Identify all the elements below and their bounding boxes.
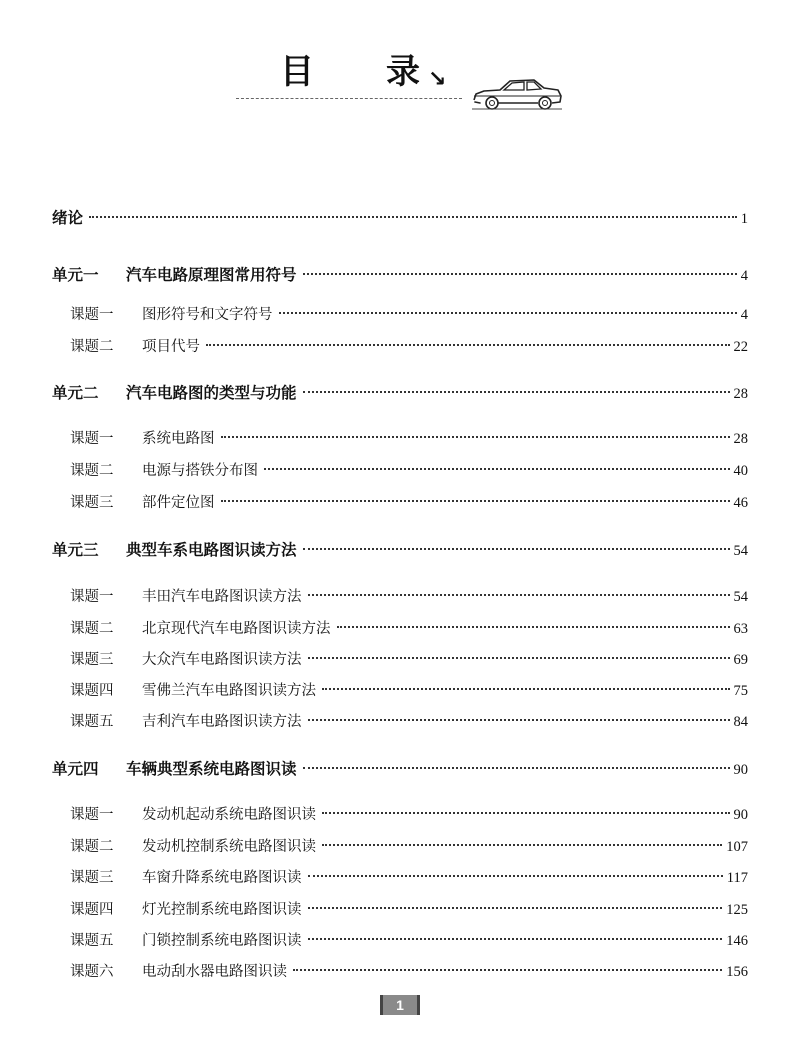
lesson-title: 图形符号和文字符号	[142, 307, 273, 323]
lesson-number: 课题三	[70, 652, 114, 668]
toc-page-number: 117	[726, 870, 748, 886]
toc-entry-lesson[interactable]	[70, 898, 748, 922]
lesson-number: 课题三	[70, 495, 114, 511]
unit-title: 汽车电路图的类型与功能	[126, 384, 297, 402]
unit-number: 单元一	[52, 266, 99, 284]
lesson-number: 课题四	[70, 683, 114, 699]
lesson-title: 吉利汽车电路图识读方法	[142, 714, 302, 730]
toc-entry-lesson[interactable]	[70, 803, 748, 827]
lesson-title: 大众汽车电路图识读方法	[142, 652, 302, 668]
lesson-title: 丰田汽车电路图识读方法	[142, 589, 302, 605]
dot-leader	[308, 657, 730, 659]
lesson-title: 雪佛兰汽车电路图识读方法	[142, 683, 316, 699]
lesson-title: 电源与搭铁分布图	[142, 463, 258, 479]
arrow-icon: ↘	[428, 67, 447, 92]
unit-number: 单元三	[52, 541, 99, 559]
toc-entry-lesson[interactable]	[70, 617, 748, 641]
toc-page-number: 90	[733, 762, 748, 778]
toc-page-number: 146	[726, 933, 748, 949]
lesson-title: 电动刮水器电路图识读	[142, 964, 287, 980]
toc-page-number: 156	[726, 964, 748, 980]
dot-leader	[308, 719, 730, 721]
dot-leader	[89, 216, 737, 218]
toc-entry-lesson[interactable]	[70, 960, 748, 984]
lesson-number: 课题三	[70, 870, 114, 886]
toc-entry-lesson[interactable]	[70, 427, 748, 451]
toc-entry-unit-2[interactable]	[52, 381, 748, 405]
toc-entry-lesson[interactable]	[70, 679, 748, 703]
toc-entry-unit-4[interactable]	[52, 757, 748, 781]
toc-page-number: 69	[733, 652, 748, 668]
lesson-title: 发动机起动系统电路图识读	[142, 807, 316, 823]
dot-leader	[308, 594, 730, 596]
toc-page-number: 84	[733, 714, 748, 730]
lesson-title: 门锁控制系统电路图识读	[142, 933, 302, 949]
toc-entry-lesson[interactable]	[70, 335, 748, 359]
lesson-number: 课题六	[70, 964, 114, 980]
lesson-number: 课题二	[70, 621, 114, 637]
toc-entry-lesson[interactable]	[70, 835, 748, 859]
dot-leader	[293, 969, 722, 971]
lesson-number: 课题二	[70, 339, 114, 355]
toc-page-number: 4	[740, 268, 748, 284]
dot-leader	[322, 688, 730, 690]
toc-entry-lesson[interactable]	[70, 459, 748, 483]
dot-leader	[303, 273, 737, 275]
lesson-number: 课题一	[70, 307, 114, 323]
toc-entry-unit-3[interactable]	[52, 538, 748, 562]
dot-leader	[221, 500, 730, 502]
toc-entry-lesson[interactable]	[70, 648, 748, 672]
lesson-title: 发动机控制系统电路图识读	[142, 839, 316, 855]
toc-entry-lesson[interactable]	[70, 866, 748, 890]
toc-entry-intro[interactable]	[52, 206, 748, 230]
dot-leader	[322, 844, 722, 846]
toc-entry-lesson[interactable]	[70, 491, 748, 515]
dot-leader	[221, 436, 730, 438]
toc-page-number: 54	[733, 543, 748, 559]
lesson-number: 课题四	[70, 902, 114, 918]
toc-page-number: 1	[740, 211, 748, 227]
toc-page-number: 90	[733, 807, 748, 823]
lesson-number: 课题五	[70, 714, 114, 730]
lesson-title: 部件定位图	[142, 495, 215, 511]
lesson-number: 课题二	[70, 839, 114, 855]
toc-page-number: 28	[733, 431, 748, 447]
dot-leader	[279, 312, 737, 314]
unit-title: 典型车系电路图识读方法	[126, 541, 297, 559]
lesson-number: 课题一	[70, 807, 114, 823]
lesson-number: 课题二	[70, 463, 114, 479]
toc-entry-lesson[interactable]	[70, 710, 748, 734]
lesson-number: 课题一	[70, 431, 114, 447]
lesson-title: 系统电路图	[142, 431, 215, 447]
toc-page-number: 40	[733, 463, 748, 479]
lesson-title: 灯光控制系统电路图识读	[142, 902, 302, 918]
page-number-badge: 1	[380, 995, 420, 1015]
lesson-title: 车窗升降系统电路图识读	[142, 870, 302, 886]
unit-title: 汽车电路原理图常用符号	[126, 266, 297, 284]
toc-page-number: 63	[733, 621, 748, 637]
dot-leader	[322, 812, 730, 814]
toc-entry-title: 绪论	[52, 209, 84, 227]
dot-leader	[337, 626, 730, 628]
title-char-1: 目	[280, 52, 314, 92]
dot-leader	[206, 344, 730, 346]
toc-page-number: 46	[733, 495, 748, 511]
lesson-number: 课题一	[70, 589, 114, 605]
toc-page-number: 22	[733, 339, 748, 355]
car-icon	[470, 76, 564, 112]
toc-page-number: 54	[733, 589, 748, 605]
unit-number: 单元四	[52, 760, 99, 778]
toc-page-number: 75	[733, 683, 748, 699]
dot-leader	[303, 391, 730, 393]
toc-entry-lesson[interactable]	[70, 303, 748, 327]
toc-page-number: 28	[733, 386, 748, 402]
toc-page-number: 125	[726, 902, 748, 918]
dot-leader	[303, 548, 730, 550]
lesson-title: 项目代号	[142, 339, 200, 355]
unit-number: 单元二	[52, 384, 99, 402]
title-char-2: 录	[386, 52, 420, 92]
lesson-title: 北京现代汽车电路图识读方法	[142, 621, 331, 637]
dot-leader	[264, 468, 730, 470]
dot-leader	[308, 875, 723, 877]
toc-entry-lesson[interactable]	[70, 929, 748, 953]
dot-leader	[303, 767, 730, 769]
toc-page-number: 4	[740, 307, 748, 323]
toc-entry-lesson[interactable]	[70, 585, 748, 609]
dot-leader	[308, 938, 723, 940]
title-dashed-rule	[236, 98, 462, 99]
unit-title: 车辆典型系统电路图识读	[126, 760, 297, 778]
toc-page-number: 107	[726, 839, 748, 855]
toc-entry-unit-1[interactable]	[52, 263, 748, 287]
dot-leader	[308, 907, 723, 909]
lesson-number: 课题五	[70, 933, 114, 949]
page-header	[0, 0, 790, 140]
